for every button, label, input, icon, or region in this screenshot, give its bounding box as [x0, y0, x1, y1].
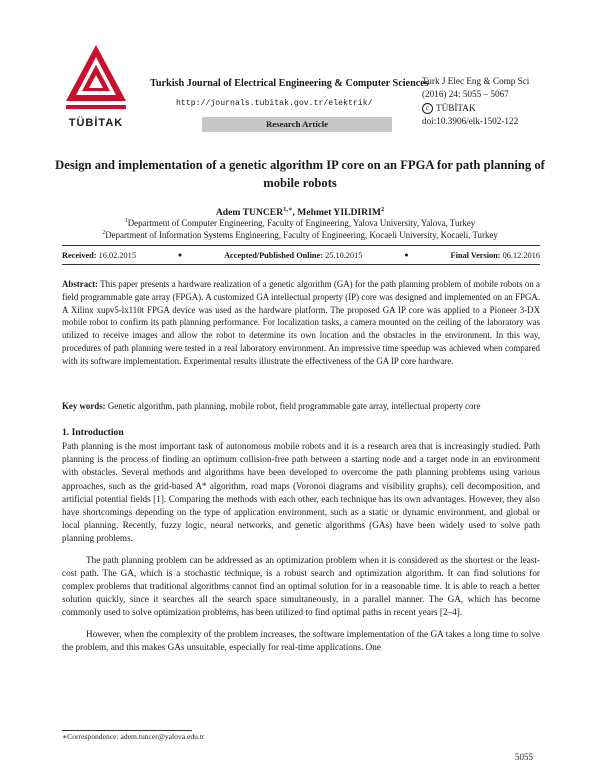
affiliation-text: Department of Computer Engineering, Faculty of Engineering, Yalova University, Yalova, Turkey — [127, 218, 476, 228]
logo-wordmark: TÜBİTAK — [68, 117, 124, 129]
bullet-separator: ● — [177, 251, 183, 259]
citation-volume: (2016) 24: 5055 – 5067 — [422, 89, 509, 100]
section-heading: 1. Introduction — [62, 427, 124, 438]
affiliation — [40, 218, 560, 228]
abstract — [62, 278, 540, 368]
affiliation-marker: 2 — [102, 230, 106, 237]
accepted-date: Accepted/Published Online: 25.10.2015 — [224, 250, 363, 260]
author-name: , Mehmet YILDIRIM — [292, 207, 381, 219]
page-number: 5055 — [515, 752, 533, 762]
final-version-date: Final Version: 06.12.2016 — [450, 250, 540, 260]
journal-url-link[interactable]: http://journals.tubitak.gov.tr/elektrik/ — [176, 99, 373, 108]
copyright-icon: c — [422, 103, 433, 114]
abstract-label: Abstract: — [62, 279, 98, 289]
citation-journal: Turk J Elec Eng & Comp Sci — [422, 76, 530, 86]
paragraph: However, when the complexity of the problem increases, the software implementation of the GA takes a long time to solve the problem, and this makes GAs unsuitable, especially for real-time applications. One — [62, 628, 540, 652]
copyright-holder: TÜBİTAK — [436, 102, 476, 113]
abstract-text: This paper presents a hardware realization of a genetic algorithm (GA) for the path planning problem of mobile robots on a field programmable gate array (FPGA). A customized GA intellectual property (IP) core was designed and implemented on an FPGA. A Xilinx xupv5-lx110t FPGA device was used as the hardware platform. The proposed GA IP core was applied to a Pioneer 3-DX mobile robot to confirm its path planning performance. For localization tasks, a camera mounted on the ceiling of the laboratory was utilized to receive images and allow the robot to determine its own location and the obstacles in the environment. In this way, procedures of path planning were tested in a real laboratory environment. An impressive time speedup was achieved when compared with its software implementation. Experimental results illustrate the effectiveness of the GA IP core hardware. — [62, 279, 541, 366]
section-body — [62, 440, 540, 662]
author-superscript: 2 — [380, 206, 385, 213]
author-superscript: 1,∗ — [283, 206, 293, 213]
paper-title: Design and implementation of a genetic algorithm IP core on an FPGA for path planning of mobile robots — [55, 158, 545, 190]
keywords-label: Key words: — [62, 401, 106, 411]
affiliation-marker: 1 — [124, 218, 128, 225]
footnote-divider — [62, 730, 192, 731]
doi-link[interactable]: doi:10.3906/elk-1502-122 — [422, 116, 519, 127]
copyright-line — [422, 102, 529, 115]
keywords — [62, 400, 540, 413]
paragraph: The path planning problem can be addressed as an optimization problem when it is considered as the shortest or the least-cost path. The GA, which is a stochastic technique, is a robust search and optimization algorithm. It can find solutions for complex problems that traditional algorithms cannot find an optimal solution for in a reasonable time. It is able to reach a better solution quickly, since it searches all the search space simultaneously, in a parallel manner. The GA, which has become commonly used to solve optimization problems, has been utilized to find optimal paths in recent years [2–4]. — [62, 554, 540, 618]
affiliation — [40, 230, 560, 240]
received-date: Received: 16.02.2015 — [62, 250, 136, 260]
citation-block — [422, 75, 529, 129]
article-type-badge: Research Article — [202, 117, 392, 132]
article-dates — [62, 245, 540, 265]
affiliation-text: Department of Information Systems Engineering, Faculty of Engineering, Kocaeli University, Kocaeli, Turkey — [105, 230, 498, 240]
tubitak-emblem-icon — [62, 43, 130, 115]
bullet-separator: ● — [404, 251, 409, 259]
author-name: Adem TUNCER — [215, 207, 284, 219]
keywords-text: Genetic algorithm, path planning, mobile robot, field programmable gate array, intellectual property core — [107, 401, 481, 411]
paragraph: Path planning is the most important task of autonomous mobile robots and it is a research area that is increasingly studied. Path planning is the process of finding an optimum collision-free path between a starting node and a target node in an environment with obstacles. Several methods and algorithms have been developed to overcome the path planning problems using various approaches, such as the grid-based A* algorithm, road maps (Voronoi diagrams and visibility graphs), cell decomposition, and artificial potential fields [1]. Comparing the methods with each other, each technique has its own advantages. However, they also have shortcomings depending on the type of application environment, such as a static or dynamic environment, and global or local planning. Recently, fuzzy logic, neural networks, and genetic algorithms (GAs) have been widely used to solve path planning problems. — [62, 441, 540, 544]
tubitak-logo — [62, 43, 130, 131]
journal-title: Turkish Journal of Electrical Engineering & Computer Sciences — [150, 78, 429, 89]
author-line — [40, 205, 560, 218]
correspondence-footnote: ∗Correspondence: adem.tuncer@yalova.edu.tr — [62, 732, 205, 741]
